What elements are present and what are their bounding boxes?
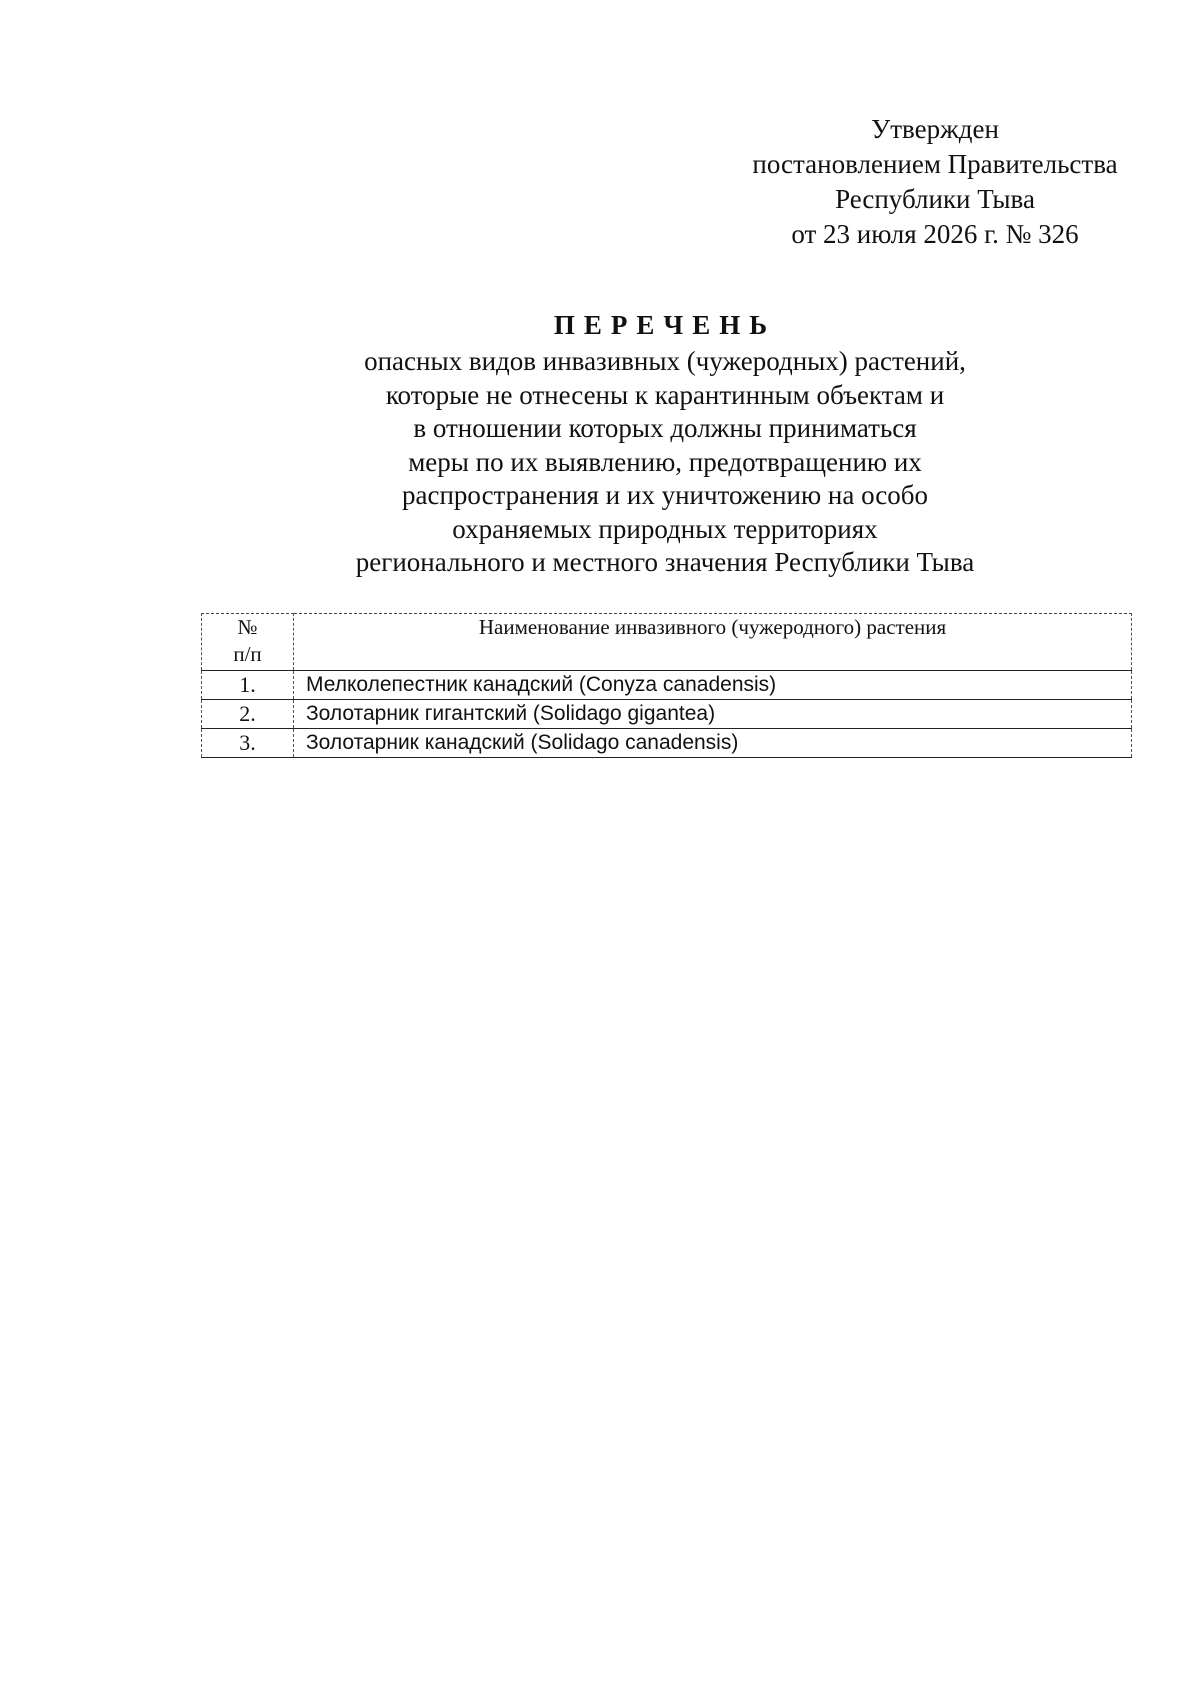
subtitle-line: охраняемых природных территориях (452, 513, 878, 544)
row-number: 2. (202, 700, 294, 729)
row-number: 1. (202, 671, 294, 700)
document-title: ПЕРЕЧЕНЬ (553, 310, 777, 340)
header-name-cell: Наименование инвазивного (чужеродного) растения (294, 614, 1132, 671)
subtitle-line: которые не отнесены к карантинным объектам и (385, 379, 945, 410)
row-number: 3. (202, 729, 294, 758)
row-plant-name: Золотарник канадский (Solidago canadensis) (294, 729, 1132, 758)
subtitle-line: в отношении которых должны приниматься (413, 413, 917, 443)
subtitle-line: распространения и их уничтожению на особо (401, 480, 928, 510)
table-header-row (202, 614, 1132, 671)
plants-table (201, 613, 1132, 758)
row-plant-name: Золотарник гигантский (Solidago gigantea) (294, 700, 1132, 729)
document-subtitle (260, 345, 1070, 580)
approval-block (700, 112, 1170, 252)
approval-line: Республики Тыва (835, 184, 1035, 214)
header-number-symbol: № (237, 615, 258, 639)
approval-date-line: от 23 июля 2026 г. № 326 (791, 219, 1079, 249)
table-row (202, 729, 1132, 758)
row-plant-name: Мелколепестник канадский (Conyza canadensis) (294, 671, 1132, 700)
header-number-cell (202, 614, 294, 671)
subtitle-line: меры по их выявлению, предотвращению их (408, 446, 922, 477)
subtitle-line: регионального и местного значения Республики Тыва (355, 547, 975, 577)
table-row (202, 700, 1132, 729)
approval-line: постановлением Правительства (752, 149, 1118, 179)
subtitle-line: опасных видов инвазивных (чужеродных) растений, (364, 346, 966, 376)
table-row (202, 671, 1132, 700)
header-number-abbr: п/п (233, 642, 262, 666)
approval-line: Утвержден (871, 114, 999, 144)
